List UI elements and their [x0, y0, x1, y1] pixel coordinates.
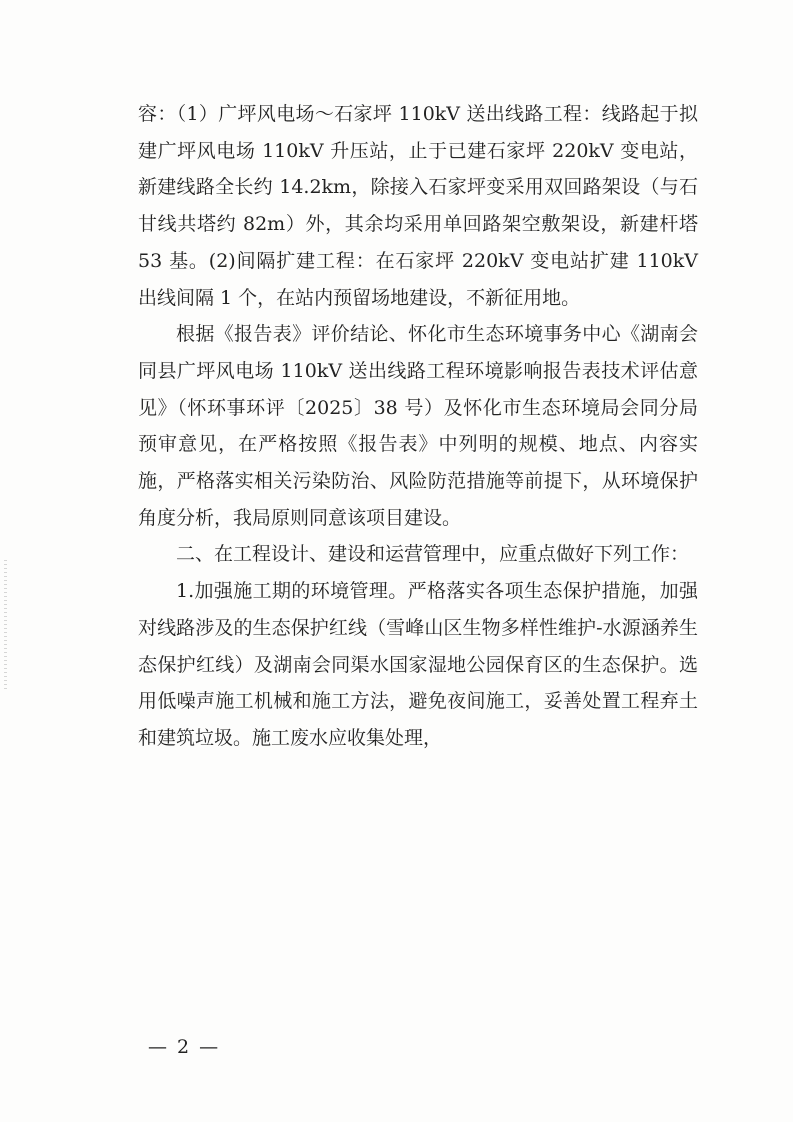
- paragraph-section-two-heading: 二、在工程设计、建设和运营管理中，应重点做好下列工作：: [176, 543, 690, 566]
- paragraph-approval-opinion: 根据《报告表》评价结论、怀化市生态环境事务中心《湖南会同县广坪风电场 110kV 送出线路工程环境影响报告表技术评估意见》（怀环事环评〔2025〕38 号）及怀化市生态环境局会同分局预审意见，在严格按照《报告表》中列明的规模、地点、内容实施，严格落实相关污染防治、风险防范措施等前提下，从环境保护角度分析，我局原则同意该项目建设。: [138, 323, 698, 529]
- paragraph-item-one: 1.加强施工期的环境管理。严格落实各项生态保护措施，加强对线路涉及的生态保护红线（雪峰山区生物多样性维护-水源涵养生态保护红线）及湖南会同渠水国家湿地公园保育区的生态保护。选用低噪声施工机械和施工方法，避免夜间施工，妥善处置工程弃土和建筑垃圾。施工废水应收集处理，: [138, 580, 698, 749]
- scan-edge-artifact: [4, 560, 7, 690]
- page-number: — 2 —: [148, 1036, 221, 1058]
- document-body: [138, 96, 698, 757]
- paragraph-project-content: 容：（1）广坪风电场～石家坪 110kV 送出线路工程：线路起于拟建广坪风电场 110kV 升压站，止于已建石家坪 220kV 变电站，新建线路全长约 14.2km，除接入石家坪变采用双回路架设（与石甘线共塔约 82m）外，其余均采用单回路架空敷架设，新建杆塔 53 基。(2)间隔扩建工程：在石家坪 220kV 变电站扩建 110kV 出线间隔 1 个，在站内预留场地建设，不新征用地。: [138, 103, 698, 309]
